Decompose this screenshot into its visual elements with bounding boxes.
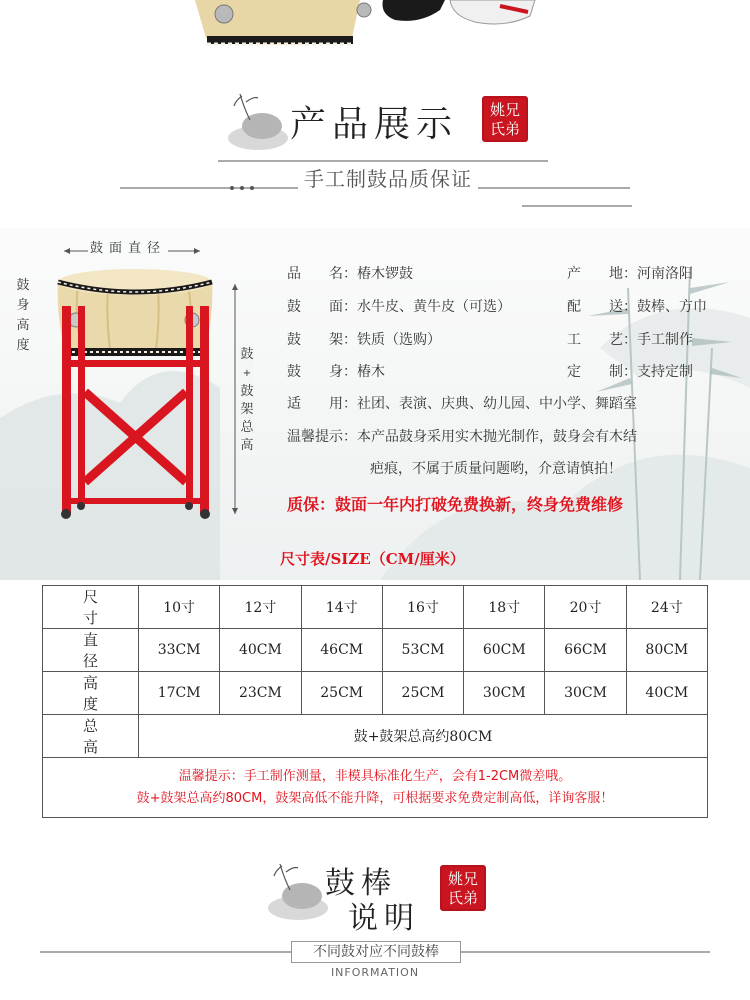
total-height-arrow: [230, 282, 240, 516]
row-head-size: 尺寸: [43, 586, 139, 629]
brand-seal: [482, 96, 528, 142]
care-note-text-1: 本产品鼓身采用实木抛光制作，鼓身会有木结: [357, 429, 637, 445]
table-cell: 40CM: [626, 672, 707, 715]
table-cell: 80CM: [626, 629, 707, 672]
spec-label: 定 制：: [567, 364, 637, 380]
size-table: [42, 585, 708, 818]
size-table-caption: 尺寸表/SIZE（CM/厘米）: [280, 550, 465, 568]
dim-diameter-label: 鼓面直径: [88, 237, 168, 256]
table-cell: 18寸: [464, 586, 545, 629]
spec-label: 工 艺：: [567, 332, 637, 348]
drum-on-stand-image: [48, 262, 228, 520]
spec-row-5: [287, 393, 637, 413]
top-product-photo: [0, 0, 750, 75]
spec-row-4: [287, 361, 385, 381]
table-cell: 16寸: [382, 586, 463, 629]
care-note-line-1: [287, 426, 637, 446]
row-head-diameter: 直径: [43, 629, 139, 672]
seal-line-1: 姚兄: [489, 101, 520, 119]
spec-label: 鼓 身：: [287, 364, 357, 380]
spec-row-3-right: [567, 329, 693, 349]
spec-label: 适 用：: [287, 396, 357, 412]
table-cell: 53CM: [382, 629, 463, 672]
care-note-label: 温馨提示：: [287, 429, 357, 445]
dim-total-char-3: 鼓: [240, 384, 254, 399]
spec-label: 产 地：: [567, 266, 637, 282]
warranty-text: 质保：鼓面一年内打破免费换新，终身免费维修: [287, 495, 624, 514]
table-cell: 33CM: [139, 629, 220, 672]
spec-value: 手工制作: [637, 332, 693, 348]
table-cell: 30CM: [464, 672, 545, 715]
total-height-cell: 鼓+鼓架总高约80CM: [139, 715, 708, 758]
dim-total-char-5: 总: [240, 420, 254, 435]
row-head-height: 高度: [43, 672, 139, 715]
spec-value: 椿木: [357, 364, 385, 380]
table-cell: 23CM: [220, 672, 301, 715]
table-cell: 24寸: [626, 586, 707, 629]
dim-drum-height-text: 鼓身高度: [16, 278, 30, 353]
table-notes-cell: [43, 758, 708, 818]
spec-value: 椿木锣鼓: [357, 266, 413, 282]
spec-value: 铁质（选购）: [357, 332, 441, 348]
table-notes-row: [43, 758, 708, 818]
dim-total-char-4: 架: [240, 402, 254, 417]
table-cell: 46CM: [301, 629, 382, 672]
section-title-drumstick-line-2: 说明: [348, 901, 420, 936]
section-subtitle: 手工制鼓品质保证: [298, 163, 478, 192]
spec-value: 水牛皮、黄牛皮（可选）: [357, 299, 511, 315]
table-cell: 25CM: [301, 672, 382, 715]
table-cell: 14寸: [301, 586, 382, 629]
stone-decoration: [262, 856, 332, 922]
spec-row-4-right: [567, 361, 693, 381]
table-cell: 25CM: [382, 672, 463, 715]
info-english-label: INFORMATION: [330, 966, 420, 979]
table-cell: 40CM: [220, 629, 301, 672]
spec-row-2: [287, 296, 511, 316]
seal-line-1: 姚兄: [447, 870, 478, 888]
table-cell: 10寸: [139, 586, 220, 629]
dim-drum-height-label: [16, 276, 30, 356]
table-note-1: 温馨提示：手工制作测量，非模具标准化生产，会有1-2CM微差哦。: [178, 768, 572, 784]
seal-line-2: 氏弟: [489, 120, 520, 138]
care-note-line-2: 疤痕，不属于质量问题哟，介意请慎拍！: [370, 461, 622, 477]
table-cell: 60CM: [464, 629, 545, 672]
row-head-total: 总高: [43, 715, 139, 758]
table-cell: 12寸: [220, 586, 301, 629]
spec-label: 鼓 面：: [287, 299, 357, 315]
section-title-drumstick-line-1: 鼓棒: [325, 866, 397, 901]
table-cell: 66CM: [545, 629, 626, 672]
brand-seal: [440, 865, 486, 911]
spec-row-1-right: [567, 263, 693, 283]
table-row: [43, 672, 708, 715]
spec-value: 鼓棒、方巾: [637, 299, 707, 315]
spec-label: 品 名：: [287, 266, 357, 282]
table-cell: 30CM: [545, 672, 626, 715]
spec-row-1: [287, 263, 413, 283]
spec-label: 配 送：: [567, 299, 637, 315]
table-cell: 20寸: [545, 586, 626, 629]
spec-label: 鼓 架：: [287, 332, 357, 348]
table-cell: 17CM: [139, 672, 220, 715]
stone-decoration: [222, 86, 292, 152]
spec-value: 支持定制: [637, 364, 693, 380]
dim-total-char-6: 高: [240, 438, 254, 453]
spec-row-2-right: [567, 296, 707, 316]
table-row: [43, 586, 708, 629]
dim-total-char-1: 鼓: [240, 347, 254, 362]
table-row: [43, 715, 708, 758]
seal-line-2: 氏弟: [447, 889, 478, 907]
spec-value: 社团、表演、庆典、幼儿园、中小学、舞蹈室: [357, 396, 637, 412]
info-box: 不同鼓对应不同鼓棒: [291, 941, 461, 963]
spec-row-3: [287, 329, 441, 349]
table-row: [43, 629, 708, 672]
spec-value: 河南洛阳: [637, 266, 693, 282]
section-title-product-display: 产品展示: [290, 104, 459, 145]
table-note-2: 鼓+鼓架总高约80CM，鼓架高低不能升降，可根据要求免费定制高低，详询客服！: [136, 790, 614, 806]
dim-total-char-2: +: [242, 368, 252, 379]
dim-total-height-label: [240, 346, 254, 455]
